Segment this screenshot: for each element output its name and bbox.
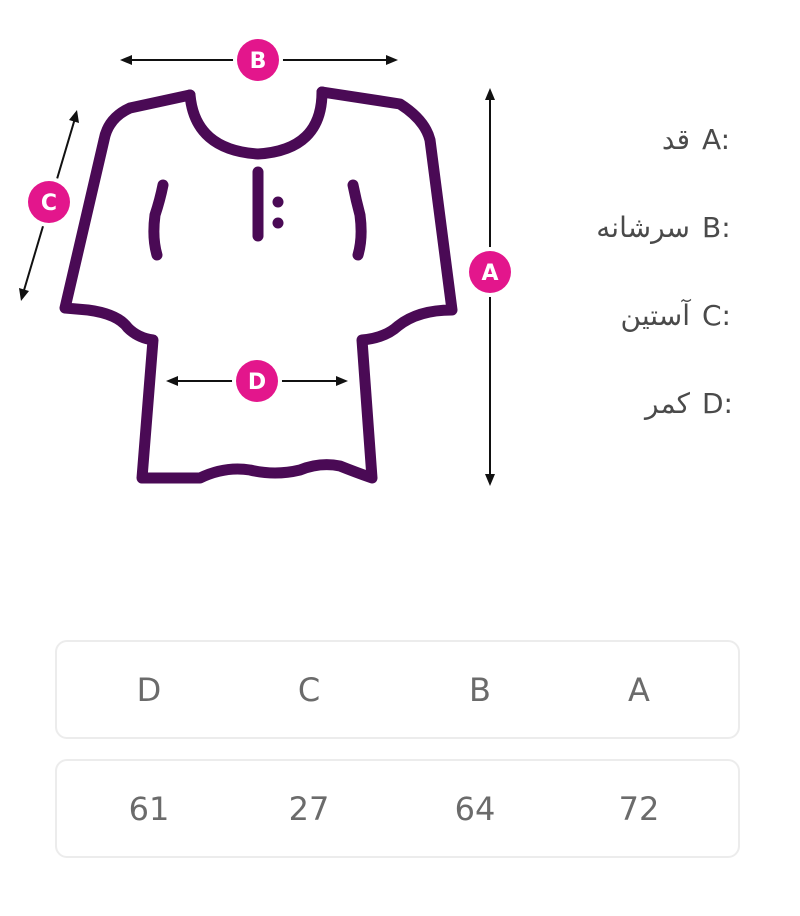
value-cell-b: 64 xyxy=(454,789,496,828)
badge-c xyxy=(24,177,74,227)
legend-key-b: B: xyxy=(702,210,731,244)
legend-label-waist: کمر xyxy=(645,386,690,420)
header-cell-a: A xyxy=(628,670,650,709)
legend-key-d: D: xyxy=(702,386,733,420)
legend-label-sleeve: آستین xyxy=(620,298,690,332)
button-dots xyxy=(273,197,284,229)
header-cell-c: C xyxy=(297,670,321,709)
header-cell-d: D xyxy=(136,670,162,709)
legend-key-c: C: xyxy=(702,298,731,332)
badge-a xyxy=(465,247,515,297)
svg-text:D: D xyxy=(247,370,267,395)
header-cell-b: B xyxy=(469,670,491,709)
legend-label-length: قد xyxy=(661,122,690,156)
legend-row-a xyxy=(540,95,740,183)
legend-row-d xyxy=(540,359,740,447)
blouse-outline xyxy=(65,92,452,478)
table-header-row xyxy=(55,640,740,739)
legend-row-c xyxy=(540,271,740,359)
value-cell-d: 61 xyxy=(128,789,170,828)
svg-text:C: C xyxy=(40,191,58,216)
badge-b xyxy=(233,35,283,85)
legend-row-b xyxy=(540,183,740,271)
legend-label-shoulder: سرشانه xyxy=(596,210,690,244)
svg-text:A: A xyxy=(481,261,499,286)
measurement-legend xyxy=(540,95,740,447)
value-cell-a: 72 xyxy=(618,789,660,828)
legend-key-a: A: xyxy=(702,122,731,156)
badge-d xyxy=(232,356,282,406)
table-values-row xyxy=(55,759,740,858)
value-cell-c: 27 xyxy=(288,789,330,828)
svg-text:B: B xyxy=(249,49,267,74)
